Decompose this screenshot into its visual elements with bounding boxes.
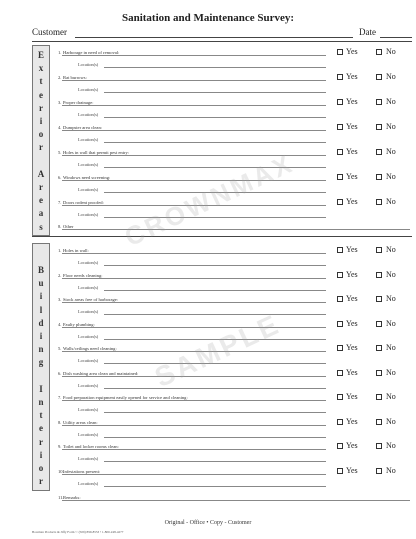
item-answer-line[interactable] (62, 130, 326, 131)
no-label: No (386, 72, 396, 81)
section-letter: e (39, 195, 43, 206)
item-text: Infestations present: (63, 468, 101, 474)
section-letter: e (39, 423, 43, 434)
no-label: No (386, 465, 396, 475)
location-label: Location(s) (78, 456, 99, 461)
location-line[interactable] (104, 290, 326, 291)
location-line[interactable] (104, 388, 326, 389)
exterior-areas-label (32, 45, 50, 236)
section-letter: i (39, 449, 43, 460)
no-checkbox[interactable] (376, 443, 382, 449)
item-text: Holes in wall: (63, 248, 89, 253)
item-number: 11. (58, 495, 64, 500)
location-line[interactable] (104, 265, 326, 266)
item-number: 10. (58, 468, 64, 474)
yes-checkbox[interactable] (337, 272, 343, 278)
yes-checkbox[interactable] (337, 345, 343, 351)
item-text: Holes in wall that permit pest entry: (63, 150, 130, 155)
no-checkbox[interactable] (376, 74, 382, 80)
item-number: 5. (58, 346, 62, 351)
yes-checkbox[interactable] (337, 174, 343, 180)
item-number: 3. (58, 100, 62, 105)
no-checkbox[interactable] (376, 296, 382, 302)
location-label: Location(s) (78, 309, 99, 314)
yes-label: Yes (346, 392, 358, 401)
item-answer-line[interactable] (62, 278, 326, 279)
item-answer-line[interactable] (62, 80, 326, 81)
item-text: Floor needs cleaning: (63, 272, 103, 278)
yes-label: Yes (346, 245, 358, 254)
yes-checkbox[interactable] (337, 247, 343, 253)
form-title: Sanitation and Maintenance Survey: (121, 12, 295, 24)
no-label: No (386, 197, 396, 206)
location-line[interactable] (104, 142, 326, 143)
yes-checkbox[interactable] (337, 74, 343, 80)
item-answer-line[interactable] (62, 449, 326, 450)
no-checkbox[interactable] (376, 49, 382, 55)
item-text: Toilet and locker rooms clean: (63, 444, 119, 449)
item-number: 6. (58, 175, 62, 180)
item-number: 7. (58, 395, 62, 400)
no-checkbox[interactable] (376, 149, 382, 155)
item-number: 2. (58, 272, 62, 278)
no-label: No (386, 318, 396, 328)
item-number: 8. (58, 419, 62, 425)
yes-checkbox[interactable] (337, 149, 343, 155)
section-letter: r (39, 102, 43, 113)
yes-checkbox[interactable] (337, 99, 343, 105)
customer-label: Customer (32, 27, 67, 37)
item-number: 7. (58, 200, 62, 205)
yes-label: Yes (346, 416, 358, 426)
section-letter: E (37, 50, 44, 60)
location-line[interactable] (104, 92, 326, 93)
section-letter: l (39, 304, 43, 315)
item-answer-line[interactable] (62, 425, 326, 426)
item-answer-line[interactable] (62, 327, 326, 328)
location-label: Location(s) (78, 358, 99, 363)
yes-checkbox[interactable] (337, 199, 343, 205)
yes-label: Yes (346, 367, 358, 377)
location-label: Location(s) (78, 112, 99, 117)
location-line[interactable] (104, 486, 326, 487)
section-letter: g (38, 357, 44, 368)
item-number: 1. (58, 50, 62, 55)
yes-label: Yes (346, 172, 358, 181)
section-letter: i (39, 291, 43, 302)
section-letter: x (38, 63, 44, 74)
section-letter: n (38, 397, 44, 408)
item-text: Stock areas free of harborage: (63, 297, 119, 302)
no-label: No (386, 416, 396, 426)
item-text: Windows need screening: (63, 175, 111, 180)
yes-checkbox[interactable] (337, 443, 343, 449)
no-checkbox[interactable] (376, 199, 382, 205)
yes-label: Yes (346, 97, 358, 106)
location-label: Location(s) (78, 284, 99, 290)
item-text: Remarks: (63, 495, 81, 500)
customer-row (32, 27, 412, 39)
item-answer-line[interactable] (62, 105, 326, 106)
section-letter: r (39, 182, 43, 193)
location-label: Location(s) (78, 333, 99, 339)
item-text: Proper drainage: (63, 100, 94, 105)
item-answer-line[interactable] (62, 474, 326, 475)
item-number: 5. (58, 150, 62, 155)
item-text: Other (63, 224, 74, 229)
section-letter: t (39, 410, 43, 421)
no-label: No (386, 441, 396, 450)
no-label: No (386, 392, 396, 401)
yes-label: Yes (346, 122, 358, 131)
item-text: Harborage in need of removal: (63, 50, 120, 55)
location-label: Location(s) (78, 480, 99, 486)
yes-checkbox[interactable] (337, 124, 343, 130)
section-letter: B (37, 265, 44, 275)
section-letter: a (38, 208, 44, 219)
no-label: No (386, 122, 396, 131)
location-line[interactable] (104, 461, 326, 462)
item-text: Faulty plumbing: (63, 321, 95, 327)
yes-label: Yes (346, 465, 358, 475)
item-number: 9. (58, 444, 62, 449)
location-label: Location(s) (78, 62, 99, 67)
item-text: Rat burrows: (63, 75, 87, 80)
section-letter: o (38, 129, 44, 140)
no-checkbox[interactable] (376, 174, 382, 180)
item-text: Doors rodent proofed: (63, 200, 104, 205)
location-line[interactable] (104, 67, 326, 68)
yes-checkbox[interactable] (337, 370, 343, 376)
location-label: Location(s) (78, 382, 99, 388)
section-letter: r (39, 436, 43, 447)
customer-field[interactable] (75, 37, 353, 38)
copy-distribution: Original - Office • Copy - Customer (164, 520, 252, 526)
item-answer-line[interactable] (62, 253, 326, 254)
no-label: No (386, 269, 396, 279)
item-text: Dumpster area clean: (63, 125, 103, 130)
location-label: Location(s) (78, 407, 99, 412)
no-checkbox[interactable] (376, 345, 382, 351)
no-label: No (386, 172, 396, 181)
yes-label: Yes (346, 147, 358, 156)
section-letter: i (39, 116, 43, 127)
no-checkbox[interactable] (376, 370, 382, 376)
section-letter: t (39, 76, 43, 87)
item-number: 8. (58, 224, 62, 229)
location-line[interactable] (104, 437, 326, 438)
no-checkbox[interactable] (376, 247, 382, 253)
item-number: 2. (58, 75, 62, 80)
section-letter: e (39, 89, 43, 100)
no-checkbox[interactable] (376, 419, 382, 425)
item-answer-line[interactable] (62, 302, 326, 303)
location-line[interactable] (104, 117, 326, 118)
no-checkbox[interactable] (376, 468, 382, 474)
yes-checkbox[interactable] (337, 468, 343, 474)
no-label: No (386, 343, 396, 352)
item-answer-line[interactable] (62, 400, 326, 401)
no-label: No (386, 97, 396, 106)
no-label: No (386, 245, 396, 254)
section-letter: r (39, 476, 43, 487)
watermark-sample: SAMPLE (150, 308, 286, 394)
location-line[interactable] (104, 412, 326, 413)
no-label: No (386, 367, 396, 377)
yes-label: Yes (346, 294, 358, 303)
no-checkbox[interactable] (376, 394, 382, 400)
item-text: Utility areas clean: (63, 419, 98, 425)
location-label: Location(s) (78, 260, 99, 265)
location-label: Location(s) (78, 162, 99, 167)
location-label: Location(s) (78, 212, 99, 217)
no-checkbox[interactable] (376, 321, 382, 327)
section-letter: o (38, 463, 44, 474)
item-number: 3. (58, 297, 62, 302)
item-number: 4. (58, 125, 62, 130)
item-number: 1. (58, 248, 62, 253)
yes-checkbox[interactable] (337, 394, 343, 400)
no-checkbox[interactable] (376, 124, 382, 130)
section-letter: d (38, 317, 44, 328)
section-letter: s (39, 221, 43, 232)
yes-label: Yes (346, 47, 358, 56)
date-field[interactable] (380, 37, 412, 38)
section-letter: i (39, 331, 43, 342)
item-answer-line[interactable] (62, 500, 410, 501)
section-letter: I (39, 383, 43, 394)
section-letter: r (39, 142, 43, 153)
section-letter: n (38, 344, 44, 355)
no-label: No (386, 147, 396, 156)
item-text: Walls/ceilings need cleaning: (63, 346, 117, 351)
yes-label: Yes (346, 269, 358, 279)
yes-checkbox[interactable] (337, 49, 343, 55)
yes-label: Yes (346, 441, 358, 450)
section-letter: A (37, 168, 45, 179)
no-checkbox[interactable] (376, 99, 382, 105)
item-answer-line[interactable] (62, 55, 326, 56)
no-label: No (386, 47, 396, 56)
yes-label: Yes (346, 318, 358, 328)
divider-middle (32, 236, 412, 237)
section-letter (33, 155, 49, 168)
yes-checkbox[interactable] (337, 321, 343, 327)
divider-top (32, 41, 412, 42)
location-line[interactable] (104, 314, 326, 315)
no-checkbox[interactable] (376, 272, 382, 278)
item-text: Food preparation equipment easily opened for service and cleaning: (63, 395, 188, 400)
yes-checkbox[interactable] (337, 296, 343, 302)
item-number: 4. (58, 321, 62, 327)
yes-label: Yes (346, 343, 358, 352)
section-letter (33, 370, 49, 383)
item-text: Dish washing area clean and maintained: (63, 370, 139, 376)
small-print: Bowman Products & Jiffy Form © (509) 899-8553 • 1-800-248-4277 (32, 530, 124, 534)
date-label: Date (359, 27, 376, 37)
watermark-crownmax: CROWNMAX (120, 147, 299, 253)
item-answer-line[interactable] (62, 229, 410, 230)
location-label: Location(s) (78, 187, 99, 192)
yes-checkbox[interactable] (337, 419, 343, 425)
location-label: Location(s) (78, 87, 99, 92)
section-letter: u (38, 278, 44, 289)
yes-label: Yes (346, 197, 358, 206)
item-number: 6. (58, 370, 62, 376)
yes-label: Yes (346, 72, 358, 81)
location-label: Location(s) (78, 431, 99, 437)
location-label: Location(s) (78, 137, 99, 142)
no-label: No (386, 294, 396, 303)
building-interior-label (32, 243, 50, 491)
